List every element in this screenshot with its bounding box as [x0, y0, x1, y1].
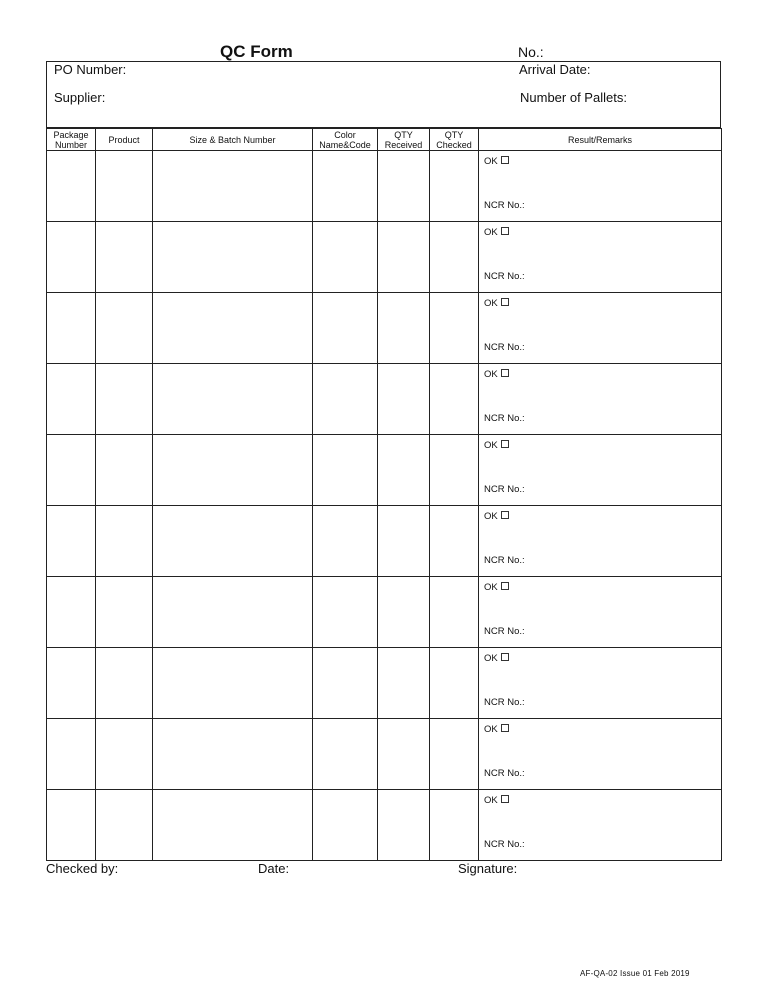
- product-cell[interactable]: [96, 435, 153, 506]
- color-cell[interactable]: [313, 222, 378, 293]
- product-cell[interactable]: [96, 648, 153, 719]
- qty-received-cell[interactable]: [378, 151, 430, 222]
- qty-checked-cell[interactable]: [430, 364, 479, 435]
- date-label: Date:: [258, 861, 290, 876]
- package-number-cell[interactable]: [47, 293, 96, 364]
- po-number-label: PO Number:: [54, 62, 127, 77]
- size-batch-cell[interactable]: [153, 222, 313, 293]
- size-batch-cell[interactable]: [153, 577, 313, 648]
- ncr-number-label: NCR No.:: [484, 839, 525, 850]
- size-batch-cell[interactable]: [153, 790, 313, 861]
- table-row: [47, 435, 722, 506]
- color-cell[interactable]: [313, 506, 378, 577]
- color-cell[interactable]: [313, 364, 378, 435]
- form-number-label: No.:: [518, 44, 544, 60]
- ncr-number-label: NCR No.:: [484, 555, 525, 566]
- size-batch-cell[interactable]: [153, 648, 313, 719]
- table-row: [47, 790, 722, 861]
- product-cell[interactable]: [96, 151, 153, 222]
- col-qty-checked: QTY Checked: [430, 129, 479, 151]
- result-remarks-cell: [479, 648, 722, 719]
- table-row: [47, 506, 722, 577]
- ok-checkbox[interactable]: [501, 440, 509, 448]
- qty-checked-cell[interactable]: [430, 790, 479, 861]
- col-product: Product: [96, 129, 153, 151]
- ok-checkbox[interactable]: [501, 227, 509, 235]
- ncr-number-label: NCR No.:: [484, 484, 525, 495]
- size-batch-cell[interactable]: [153, 151, 313, 222]
- ok-checkbox[interactable]: [501, 369, 509, 377]
- package-number-cell[interactable]: [47, 151, 96, 222]
- table-header-row: [47, 129, 722, 151]
- table-row: [47, 648, 722, 719]
- qty-checked-cell[interactable]: [430, 435, 479, 506]
- ok-label: OK: [484, 582, 498, 593]
- signature-label: Signature:: [458, 861, 518, 876]
- qty-checked-cell[interactable]: [430, 577, 479, 648]
- color-cell[interactable]: [313, 648, 378, 719]
- qty-checked-cell[interactable]: [430, 222, 479, 293]
- qty-checked-cell[interactable]: [430, 648, 479, 719]
- qty-received-cell[interactable]: [378, 577, 430, 648]
- product-cell[interactable]: [96, 293, 153, 364]
- col-size-batch: Size & Batch Number: [153, 129, 313, 151]
- qty-received-cell[interactable]: [378, 364, 430, 435]
- qty-received-cell[interactable]: [378, 648, 430, 719]
- checked-by-label: Checked by:: [46, 861, 119, 876]
- result-remarks-cell: [479, 364, 722, 435]
- color-cell[interactable]: [313, 719, 378, 790]
- qty-checked-cell[interactable]: [430, 293, 479, 364]
- table-row: [47, 151, 722, 222]
- qty-checked-cell[interactable]: [430, 151, 479, 222]
- ok-label: OK: [484, 298, 498, 309]
- ncr-number-label: NCR No.:: [484, 271, 525, 282]
- ok-label: OK: [484, 511, 498, 522]
- size-batch-cell[interactable]: [153, 293, 313, 364]
- color-cell[interactable]: [313, 151, 378, 222]
- result-remarks-cell: [479, 790, 722, 861]
- package-number-cell[interactable]: [47, 648, 96, 719]
- table-row: [47, 364, 722, 435]
- package-number-cell[interactable]: [47, 790, 96, 861]
- col-result-remarks: Result/Remarks: [479, 129, 722, 151]
- col-color: Color Name&Code: [313, 129, 378, 151]
- product-cell[interactable]: [96, 364, 153, 435]
- qty-received-cell[interactable]: [378, 435, 430, 506]
- result-remarks-cell: [479, 293, 722, 364]
- size-batch-cell[interactable]: [153, 364, 313, 435]
- ok-option[interactable]: [484, 795, 509, 806]
- table-row: [47, 222, 722, 293]
- qty-received-cell[interactable]: [378, 222, 430, 293]
- package-number-cell[interactable]: [47, 222, 96, 293]
- ok-label: OK: [484, 227, 498, 238]
- color-cell[interactable]: [313, 577, 378, 648]
- size-batch-cell[interactable]: [153, 719, 313, 790]
- product-cell[interactable]: [96, 506, 153, 577]
- color-cell[interactable]: [313, 293, 378, 364]
- package-number-cell[interactable]: [47, 364, 96, 435]
- product-cell[interactable]: [96, 790, 153, 861]
- ok-option[interactable]: [484, 582, 509, 593]
- supplier-label: Supplier:: [54, 90, 106, 105]
- color-cell[interactable]: [313, 790, 378, 861]
- ok-option[interactable]: [484, 511, 509, 522]
- ok-checkbox[interactable]: [501, 582, 509, 590]
- result-remarks-cell: [479, 435, 722, 506]
- result-remarks-cell: [479, 506, 722, 577]
- pallets-label: Number of Pallets:: [520, 90, 627, 105]
- size-batch-cell[interactable]: [153, 506, 313, 577]
- product-cell[interactable]: [96, 222, 153, 293]
- table-row: [47, 719, 722, 790]
- package-number-cell[interactable]: [47, 719, 96, 790]
- ok-checkbox[interactable]: [501, 653, 509, 661]
- ncr-number-label: NCR No.:: [484, 768, 525, 779]
- form-title: QC Form: [220, 42, 293, 61]
- result-remarks-cell: [479, 577, 722, 648]
- ok-option[interactable]: [484, 156, 509, 167]
- document-reference: AF-QA-02 Issue 01 Feb 2019: [580, 969, 690, 978]
- ncr-number-label: NCR No.:: [484, 200, 525, 211]
- ok-checkbox[interactable]: [501, 511, 509, 519]
- ok-checkbox[interactable]: [501, 724, 509, 732]
- package-number-cell[interactable]: [47, 506, 96, 577]
- ok-option[interactable]: [484, 298, 509, 309]
- ok-option[interactable]: [484, 440, 509, 451]
- qty-received-cell[interactable]: [378, 719, 430, 790]
- ok-label: OK: [484, 440, 498, 451]
- package-number-cell[interactable]: [47, 577, 96, 648]
- color-cell[interactable]: [313, 435, 378, 506]
- result-remarks-cell: [479, 719, 722, 790]
- result-remarks-cell: [479, 151, 722, 222]
- ok-label: OK: [484, 795, 498, 806]
- qty-received-cell[interactable]: [378, 506, 430, 577]
- ok-label: OK: [484, 653, 498, 664]
- result-remarks-cell: [479, 222, 722, 293]
- qty-checked-cell[interactable]: [430, 506, 479, 577]
- ok-option[interactable]: [484, 724, 509, 735]
- qc-table: [46, 128, 722, 861]
- table-row: [47, 293, 722, 364]
- ncr-number-label: NCR No.:: [484, 342, 525, 353]
- arrival-date-label: Arrival Date:: [519, 62, 591, 77]
- ok-checkbox[interactable]: [501, 795, 509, 803]
- size-batch-cell[interactable]: [153, 435, 313, 506]
- ok-option[interactable]: [484, 653, 509, 664]
- ncr-number-label: NCR No.:: [484, 413, 525, 424]
- qty-received-cell[interactable]: [378, 293, 430, 364]
- ok-label: OK: [484, 724, 498, 735]
- product-cell[interactable]: [96, 719, 153, 790]
- table-row: [47, 577, 722, 648]
- ncr-number-label: NCR No.:: [484, 626, 525, 637]
- col-package-number: Package Number: [47, 129, 96, 151]
- package-number-cell[interactable]: [47, 435, 96, 506]
- qty-checked-cell[interactable]: [430, 719, 479, 790]
- ok-option[interactable]: [484, 369, 509, 380]
- ok-label: OK: [484, 369, 498, 380]
- ok-checkbox[interactable]: [501, 156, 509, 164]
- qty-received-cell[interactable]: [378, 790, 430, 861]
- ok-label: OK: [484, 156, 498, 167]
- ok-option[interactable]: [484, 227, 509, 238]
- product-cell[interactable]: [96, 577, 153, 648]
- col-qty-received: QTY Received: [378, 129, 430, 151]
- ok-checkbox[interactable]: [501, 298, 509, 306]
- ncr-number-label: NCR No.:: [484, 697, 525, 708]
